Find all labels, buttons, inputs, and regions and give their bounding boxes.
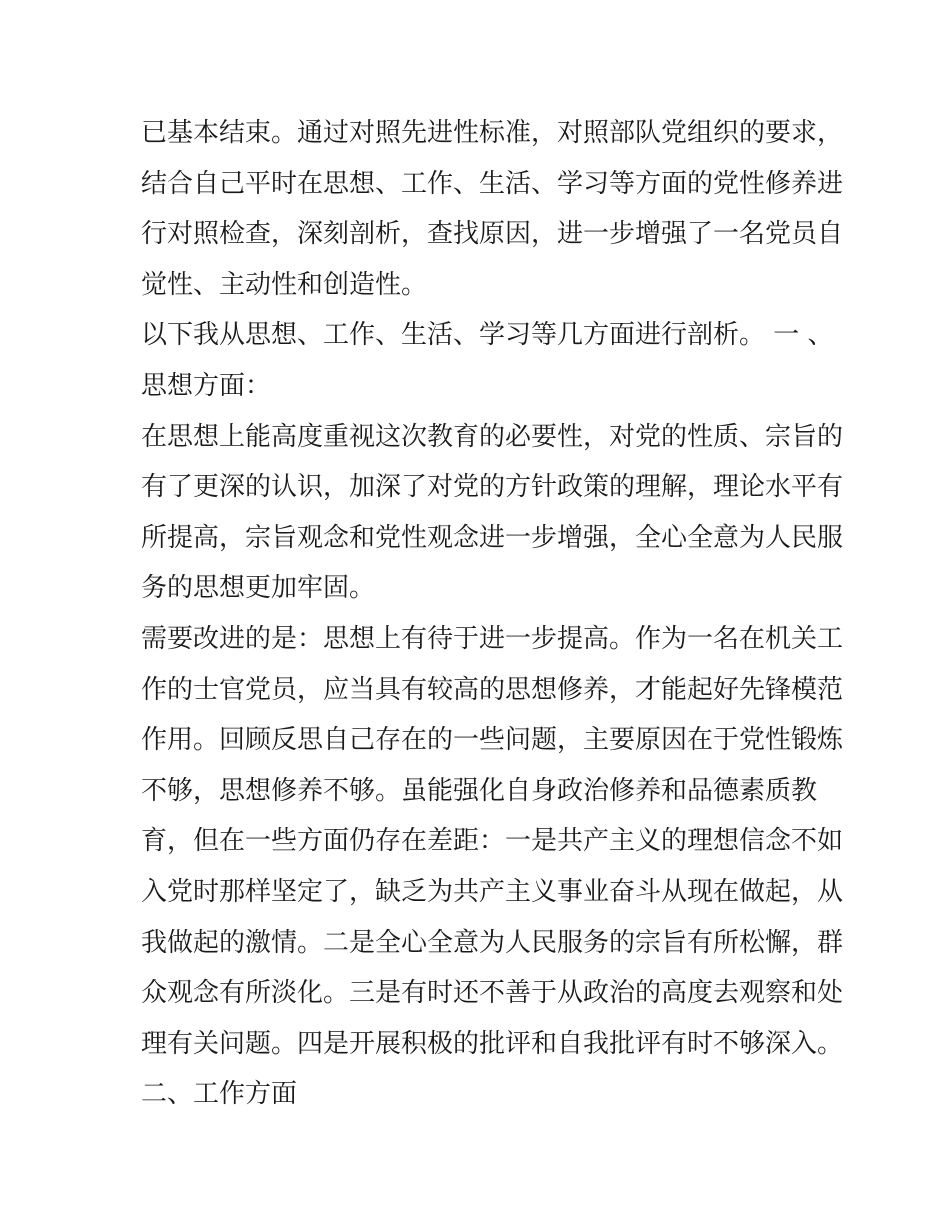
text-line: 已基本结束。通过对照先进性标准，对照部队党组织的要求， — [141, 118, 844, 148]
text-line: 务的思想更加牢固。 — [141, 573, 376, 604]
section-heading-thought: 思想方面： — [141, 370, 272, 401]
text-line: 以下我从思想、工作、生活、学习等几方面进行剖析。 一 、 — [141, 320, 834, 351]
text-line: 育，但在一些方面仍存在差距：一是共产主义的理想信念不如 — [141, 826, 844, 857]
section-heading-work: 二、工作方面 — [141, 1079, 298, 1110]
text-line: 不够，思想修养不够。虽能强化自身政治修养和品德素质教 — [141, 775, 818, 806]
text-line: 作的士官党员，应当具有较高的思想修养，才能起好先锋模范 — [141, 674, 844, 705]
document-body — [141, 108, 844, 1120]
text-line: 入党时那样坚定了，缺乏为共产主义事业奋斗从现在做起，从 — [141, 876, 844, 907]
text-line: 觉性、主动性和创造性。 — [141, 269, 428, 300]
text-line: 在思想上能高度重视这次教育的必要性，对党的性质、宗旨的 — [141, 421, 844, 452]
text-line: 行对照检查，深刻剖析，查找原因，进一步增强了一名党员自 — [141, 219, 844, 250]
text-line: 有了更深的认识，加深了对党的方针政策的理解，理论水平有 — [141, 472, 844, 503]
text-line: 作用。回顾反思自己存在的一些问题，主要原因在于党性锻炼 — [141, 725, 844, 756]
text-line: 结合自己平时在思想、工作、生活、学习等方面的党性修养进 — [141, 168, 844, 199]
text-line: 需要改进的是：思想上有待于进一步提高。作为一名在机关工 — [141, 623, 844, 654]
text-line: 所提高，宗旨观念和党性观念进一步增强，全心全意为人民服 — [141, 522, 844, 553]
text-line: 众观念有所淡化。三是有时还不善于从政治的高度去观察和处 — [141, 978, 844, 1009]
text-line: 理有关问题。四是开展积极的批评和自我批评有时不够深入。 — [141, 1028, 844, 1059]
text-line: 我做起的激情。二是全心全意为人民服务的宗旨有所松懈，群 — [141, 927, 844, 958]
